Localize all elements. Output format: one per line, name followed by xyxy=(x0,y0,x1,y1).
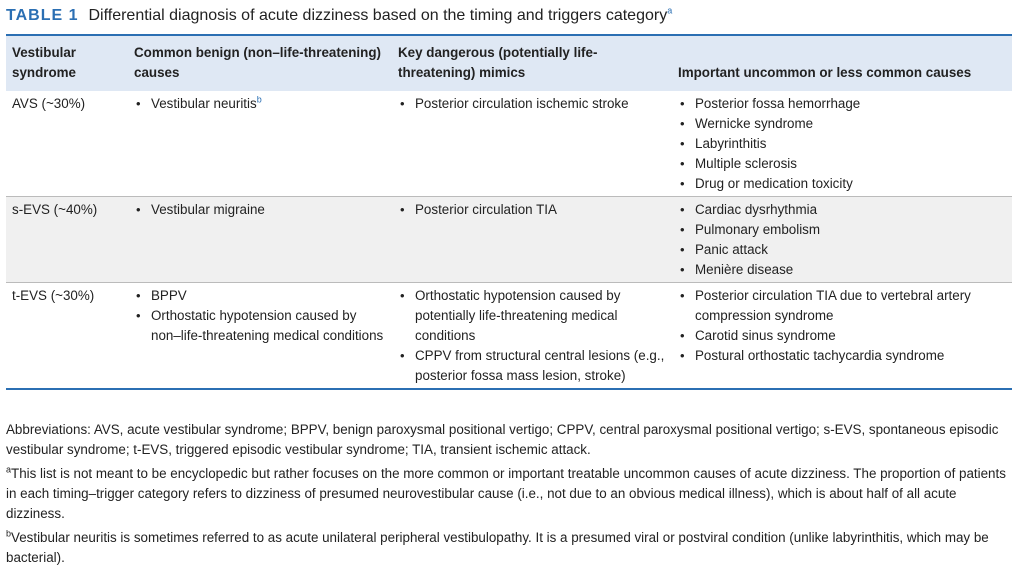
column-header-benign: Common benign (non–life-threatening) causes xyxy=(128,36,392,91)
list-item: • Posterior circulation TIA due to vertebral artery compression syndrome xyxy=(678,286,1006,326)
column-header-dangerous: Key dangerous (potentially life-threatening) mimics xyxy=(392,36,672,91)
list-item: • Posterior fossa hemorrhage xyxy=(678,94,1006,114)
footnote-a-text: This list is not meant to be encyclopedic but rather focuses on the more common or important treatable uncommon causes of acute dizziness. The proportion of patients in each timing–trigger category refers to dizziness of presumed neurovestibular cause (i.e., not due to an obvious medical illness), which is about half of all acute dizziness. xyxy=(6,466,1006,521)
list-item: • Postural orthostatic tachycardia syndrome xyxy=(678,346,1006,366)
footnote-b-text: Vestibular neuritis is sometimes referred to as acute unilateral peripheral vestibulopathy. It is a presumed viral or postviral condition (unlike labyrinthitis, which may be bacterial). xyxy=(6,530,989,565)
list-item: • Vestibular migraine xyxy=(134,200,386,220)
table-row-avs xyxy=(6,91,1012,197)
footnote-b-marker: b xyxy=(6,528,12,539)
list-item: • Carotid sinus syndrome xyxy=(678,326,1006,346)
title-footnote-marker: a xyxy=(667,5,673,16)
list-item: • Vestibular neuritis$^b$ xyxy=(134,94,386,114)
table-label: TABLE 1 xyxy=(6,7,79,24)
table-row-t-evs xyxy=(6,283,1012,389)
table-row-s-evs xyxy=(6,197,1012,283)
footnote-a-marker: a xyxy=(6,464,12,475)
list-item: • Wernicke syndrome xyxy=(678,114,1006,134)
list-item: • Orthostatic hypotension caused by non–life-threatening medical conditions xyxy=(134,306,386,346)
cell-benign xyxy=(128,197,392,283)
diagnosis-table-container xyxy=(6,34,1012,390)
list-item: • Menière disease xyxy=(678,260,1006,280)
list-item: • Posterior circulation TIA xyxy=(398,200,666,220)
list-item: • Panic attack xyxy=(678,240,1006,260)
footnote-b xyxy=(6,528,1006,568)
cell-syndrome: t-EVS (~30%) xyxy=(6,283,128,389)
header-row xyxy=(6,36,1012,91)
cell-benign xyxy=(128,91,392,197)
cell-uncommon xyxy=(672,91,1012,197)
footnote-a xyxy=(6,464,1006,524)
cell-syndrome: s-EVS (~40%) xyxy=(6,197,128,283)
list-item: • BPPV xyxy=(134,286,386,306)
cell-uncommon xyxy=(672,283,1012,389)
cell-dangerous xyxy=(392,283,672,389)
list-item: • CPPV from structural central lesions (e.g., posterior fossa mass lesion, stroke) xyxy=(398,346,666,386)
list-item: • Labyrinthitis xyxy=(678,134,1006,154)
diagnosis-table xyxy=(6,36,1012,388)
table-notes xyxy=(6,420,1006,572)
column-header-uncommon: Important uncommon or less common causes xyxy=(672,36,1012,91)
cell-dangerous xyxy=(392,91,672,197)
list-item: • Drug or medication toxicity xyxy=(678,174,1006,194)
list-item: • Orthostatic hypotension caused by potentially life-threatening medical conditions xyxy=(398,286,666,346)
table-title xyxy=(6,5,672,29)
abbreviations-note: Abbreviations: AVS, acute vestibular syndrome; BPPV, benign paroxysmal positional vertigo; CPPV, central paroxysmal positional vertigo; s-EVS, spontaneous episodic vestibular syndrome; t-EVS, triggered episodic vestibular syndrome; TIA, transient ischemic attack. xyxy=(6,422,999,457)
list-item: • Posterior circulation ischemic stroke xyxy=(398,94,666,114)
cell-syndrome: AVS (~30%) xyxy=(12,96,86,111)
footnote-marker: b xyxy=(256,94,262,105)
column-header-syndrome: Vestibular syndrome xyxy=(6,36,128,91)
list-item: • Multiple sclerosis xyxy=(678,154,1006,174)
cell-uncommon xyxy=(672,197,1012,283)
cell-dangerous xyxy=(392,197,672,283)
list-item: • Pulmonary embolism xyxy=(678,220,1006,240)
list-item: • Cardiac dysrhythmia xyxy=(678,200,1006,220)
cell-benign xyxy=(128,283,392,389)
table-caption: Differential diagnosis of acute dizziness based on the timing and triggers category xyxy=(88,7,668,24)
